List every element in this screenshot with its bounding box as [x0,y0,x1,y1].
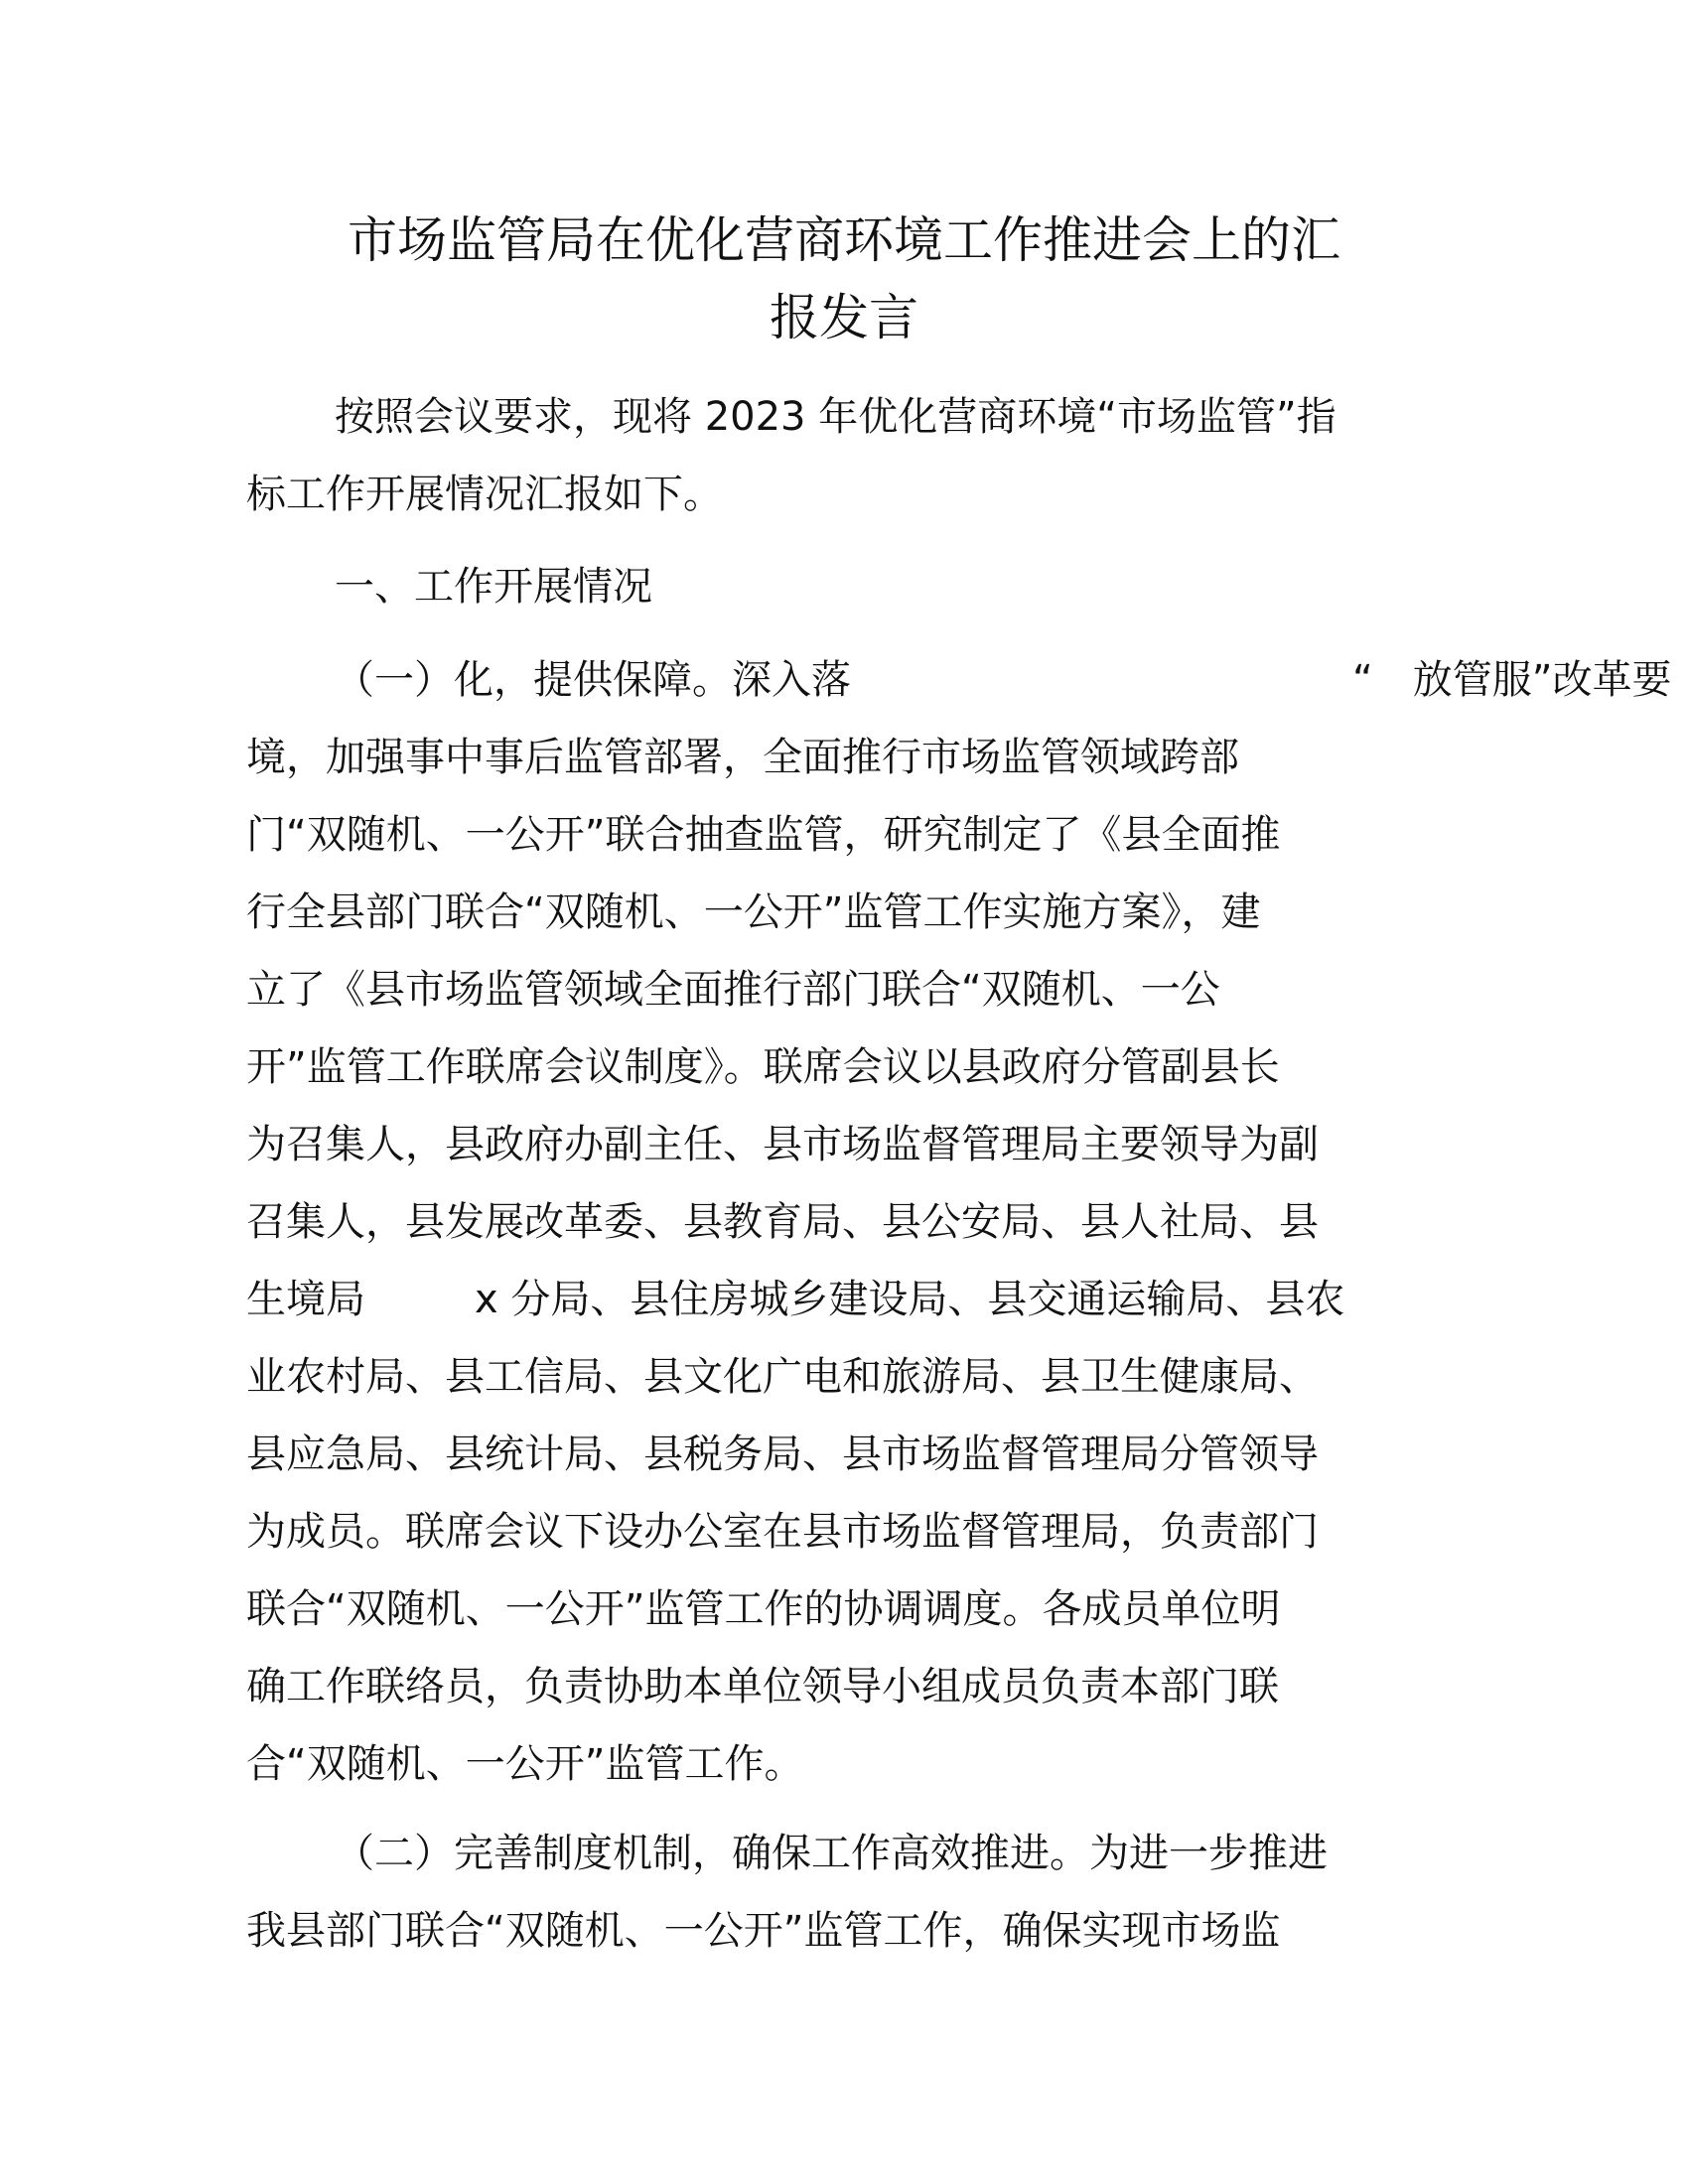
document-title-line-2: 报发言 [770,289,918,346]
document-title-line-1: 市场监管局在优化营商环境工作推进会上的汇 [348,211,1340,269]
paragraph-1-line-6: 为召集人，县政府办副主任、县市场监督管理局主要领导为副 [246,1122,1319,1167]
subsection-1-heading-left: （一）化，提供保障。深入落 [335,657,851,703]
paragraph-1-line-8-left: 生境局 [246,1277,365,1322]
section-1-heading: 一、工作开展情况 [335,564,652,610]
subsection-2-line-2: 我县部门联合“双随机、一公开”监管工作，确保实现市场监 [246,1908,1281,1954]
intro-line-2: 标工作开展情况汇报如下。 [246,472,723,517]
paragraph-1-line-3: 行全县部门联合“双随机、一公开”监管工作实施方案》，建 [246,889,1261,935]
paragraph-1-line-2: 门“双随机、一公开”联合抽查监管，研究制定了《县全面推 [246,812,1281,858]
paragraph-1-line-9: 业农村局、县工信局、县文化广电和旅游局、县卫生健康局、 [246,1354,1319,1400]
paragraph-1-line-4: 立了《县市场监管领域全面推行部门联合“双随机、一公 [246,967,1220,1013]
paragraph-1-line-10: 县应急局、县统计局、县税务局、县市场监督管理局分管领导 [246,1432,1319,1477]
paragraph-1-line-13: 确工作联络员，负责协助本单位领导小组成员负责本部门联 [246,1664,1279,1709]
paragraph-1-line-12: 联合“双随机、一公开”监管工作的协调调度。各成员单位明 [246,1586,1281,1632]
paragraph-1-line-14: 合“双随机、一公开”监管工作。 [246,1741,804,1787]
subsection-2-line-1: （二）完善制度机制，确保工作高效推进。为进一步推进 [335,1831,1328,1876]
paragraph-1-line-5: 开”监管工作联席会议制度》。联席会议以县政府分管副县长 [246,1044,1280,1090]
paragraph-1-line-7: 召集人，县发展改革委、县教育局、县公安局、县人社局、县 [246,1199,1319,1245]
subsection-1-heading-right: “ 放管服”改革要 [1352,657,1672,703]
intro-line-1: 按照会议要求，现将 2023 年优化营商环境“市场监管”指 [335,394,1336,440]
paragraph-1-line-1: 境，加强事中事后监管部署，全面推行市场监管领域跨部 [246,735,1239,780]
paragraph-1-line-11: 为成员。联席会议下设办公室在县市场监督管理局，负责部门 [246,1509,1319,1555]
paragraph-1-line-8-right: x 分局、县住房城乡建设局、县交通运输局、县农 [475,1277,1345,1322]
